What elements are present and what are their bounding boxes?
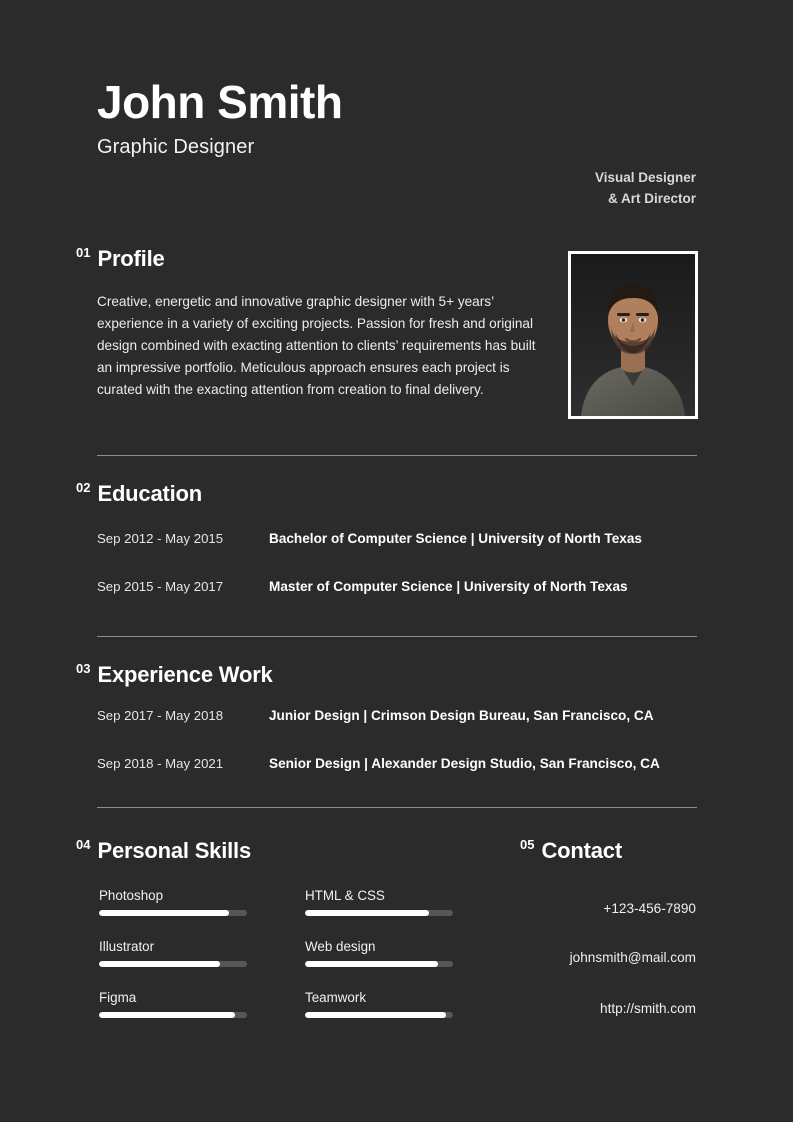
section-number: 03 — [76, 661, 91, 676]
section-title: Experience Work — [97, 662, 273, 687]
tagline — [476, 168, 696, 210]
profile-paragraph: Creative, energetic and innovative graphic designer with 5+ years’ experience in a variety of exciting projects. Passion for fresh and original design combined with exacting attention to clients’ requirements has built an impressive portfolio. Meticulous approach ensures each project is curated with the exacting attention from creation to final delivery. — [97, 294, 536, 398]
contact-phone[interactable]: +123-456-7890 — [603, 901, 696, 916]
entry-date: Sep 2018 - May 2021 — [97, 756, 224, 771]
education-entry — [97, 531, 642, 546]
skill-item — [305, 990, 453, 1018]
section-heading-skills — [76, 838, 251, 864]
skill-label: Illustrator — [99, 939, 155, 954]
portrait-photo-icon — [571, 254, 695, 416]
skill-label: Web design — [305, 939, 376, 954]
section-heading-contact — [520, 838, 622, 864]
page-title: John Smith — [97, 76, 343, 128]
experience-entry — [97, 756, 660, 771]
divider-2 — [97, 636, 697, 637]
skill-bar — [305, 1012, 453, 1018]
entry-date: Sep 2017 - May 2018 — [97, 708, 224, 723]
contact-email[interactable]: johnsmith@mail.com — [569, 950, 696, 965]
divider-3 — [97, 807, 697, 808]
skill-label: HTML & CSS — [305, 888, 385, 903]
skill-bar-fill — [99, 1012, 235, 1018]
entry-description: Senior Design | Alexander Design Studio, San Francisco, CA — [269, 756, 660, 771]
experience-entry — [97, 708, 654, 723]
skill-bar — [305, 910, 453, 916]
section-title: Profile — [97, 246, 165, 271]
job-role: Graphic Designer — [97, 136, 255, 159]
skill-bar-fill — [305, 1012, 446, 1018]
entry-description: Junior Design | Crimson Design Bureau, San Francisco, CA — [269, 708, 654, 723]
entry-description: Bachelor of Computer Science | University of North Texas — [269, 531, 642, 546]
tagline-line-1: Visual Designer — [594, 170, 696, 185]
skill-bar — [99, 910, 247, 916]
skill-item — [99, 939, 247, 967]
skill-bar-fill — [305, 961, 438, 967]
section-number: 04 — [76, 837, 91, 852]
section-number: 02 — [76, 480, 91, 495]
contact-website[interactable]: http://smith.com — [600, 1001, 696, 1016]
entry-date: Sep 2012 - May 2015 — [97, 531, 224, 546]
skill-label: Figma — [99, 990, 137, 1005]
skill-item — [305, 939, 453, 967]
entry-description: Master of Computer Science | University of North Texas — [269, 579, 628, 594]
skill-item — [305, 888, 453, 916]
section-heading-education — [76, 481, 202, 507]
skill-bar-fill — [305, 910, 429, 916]
avatar — [568, 251, 698, 419]
section-number: 05 — [520, 837, 535, 852]
entry-date: Sep 2015 - May 2017 — [97, 579, 224, 594]
skill-bar — [305, 961, 453, 967]
section-title: Contact — [541, 838, 622, 863]
divider-1 — [97, 455, 697, 456]
tagline-line-2: & Art Director — [607, 190, 696, 206]
section-title: Education — [97, 481, 203, 506]
skill-bar-fill — [99, 910, 229, 916]
resume-header — [97, 78, 697, 159]
skill-bar — [99, 1012, 247, 1018]
skill-bar — [99, 961, 247, 967]
skill-bar-fill — [99, 961, 220, 967]
skill-item — [99, 990, 247, 1018]
skill-item — [99, 888, 247, 916]
section-heading-experience — [76, 662, 273, 688]
skill-label: Photoshop — [99, 888, 164, 903]
skill-label: Teamwork — [305, 990, 367, 1005]
section-heading-profile — [76, 246, 165, 272]
section-title: Personal Skills — [97, 838, 251, 863]
education-entry — [97, 579, 628, 594]
section-number: 01 — [76, 245, 91, 260]
